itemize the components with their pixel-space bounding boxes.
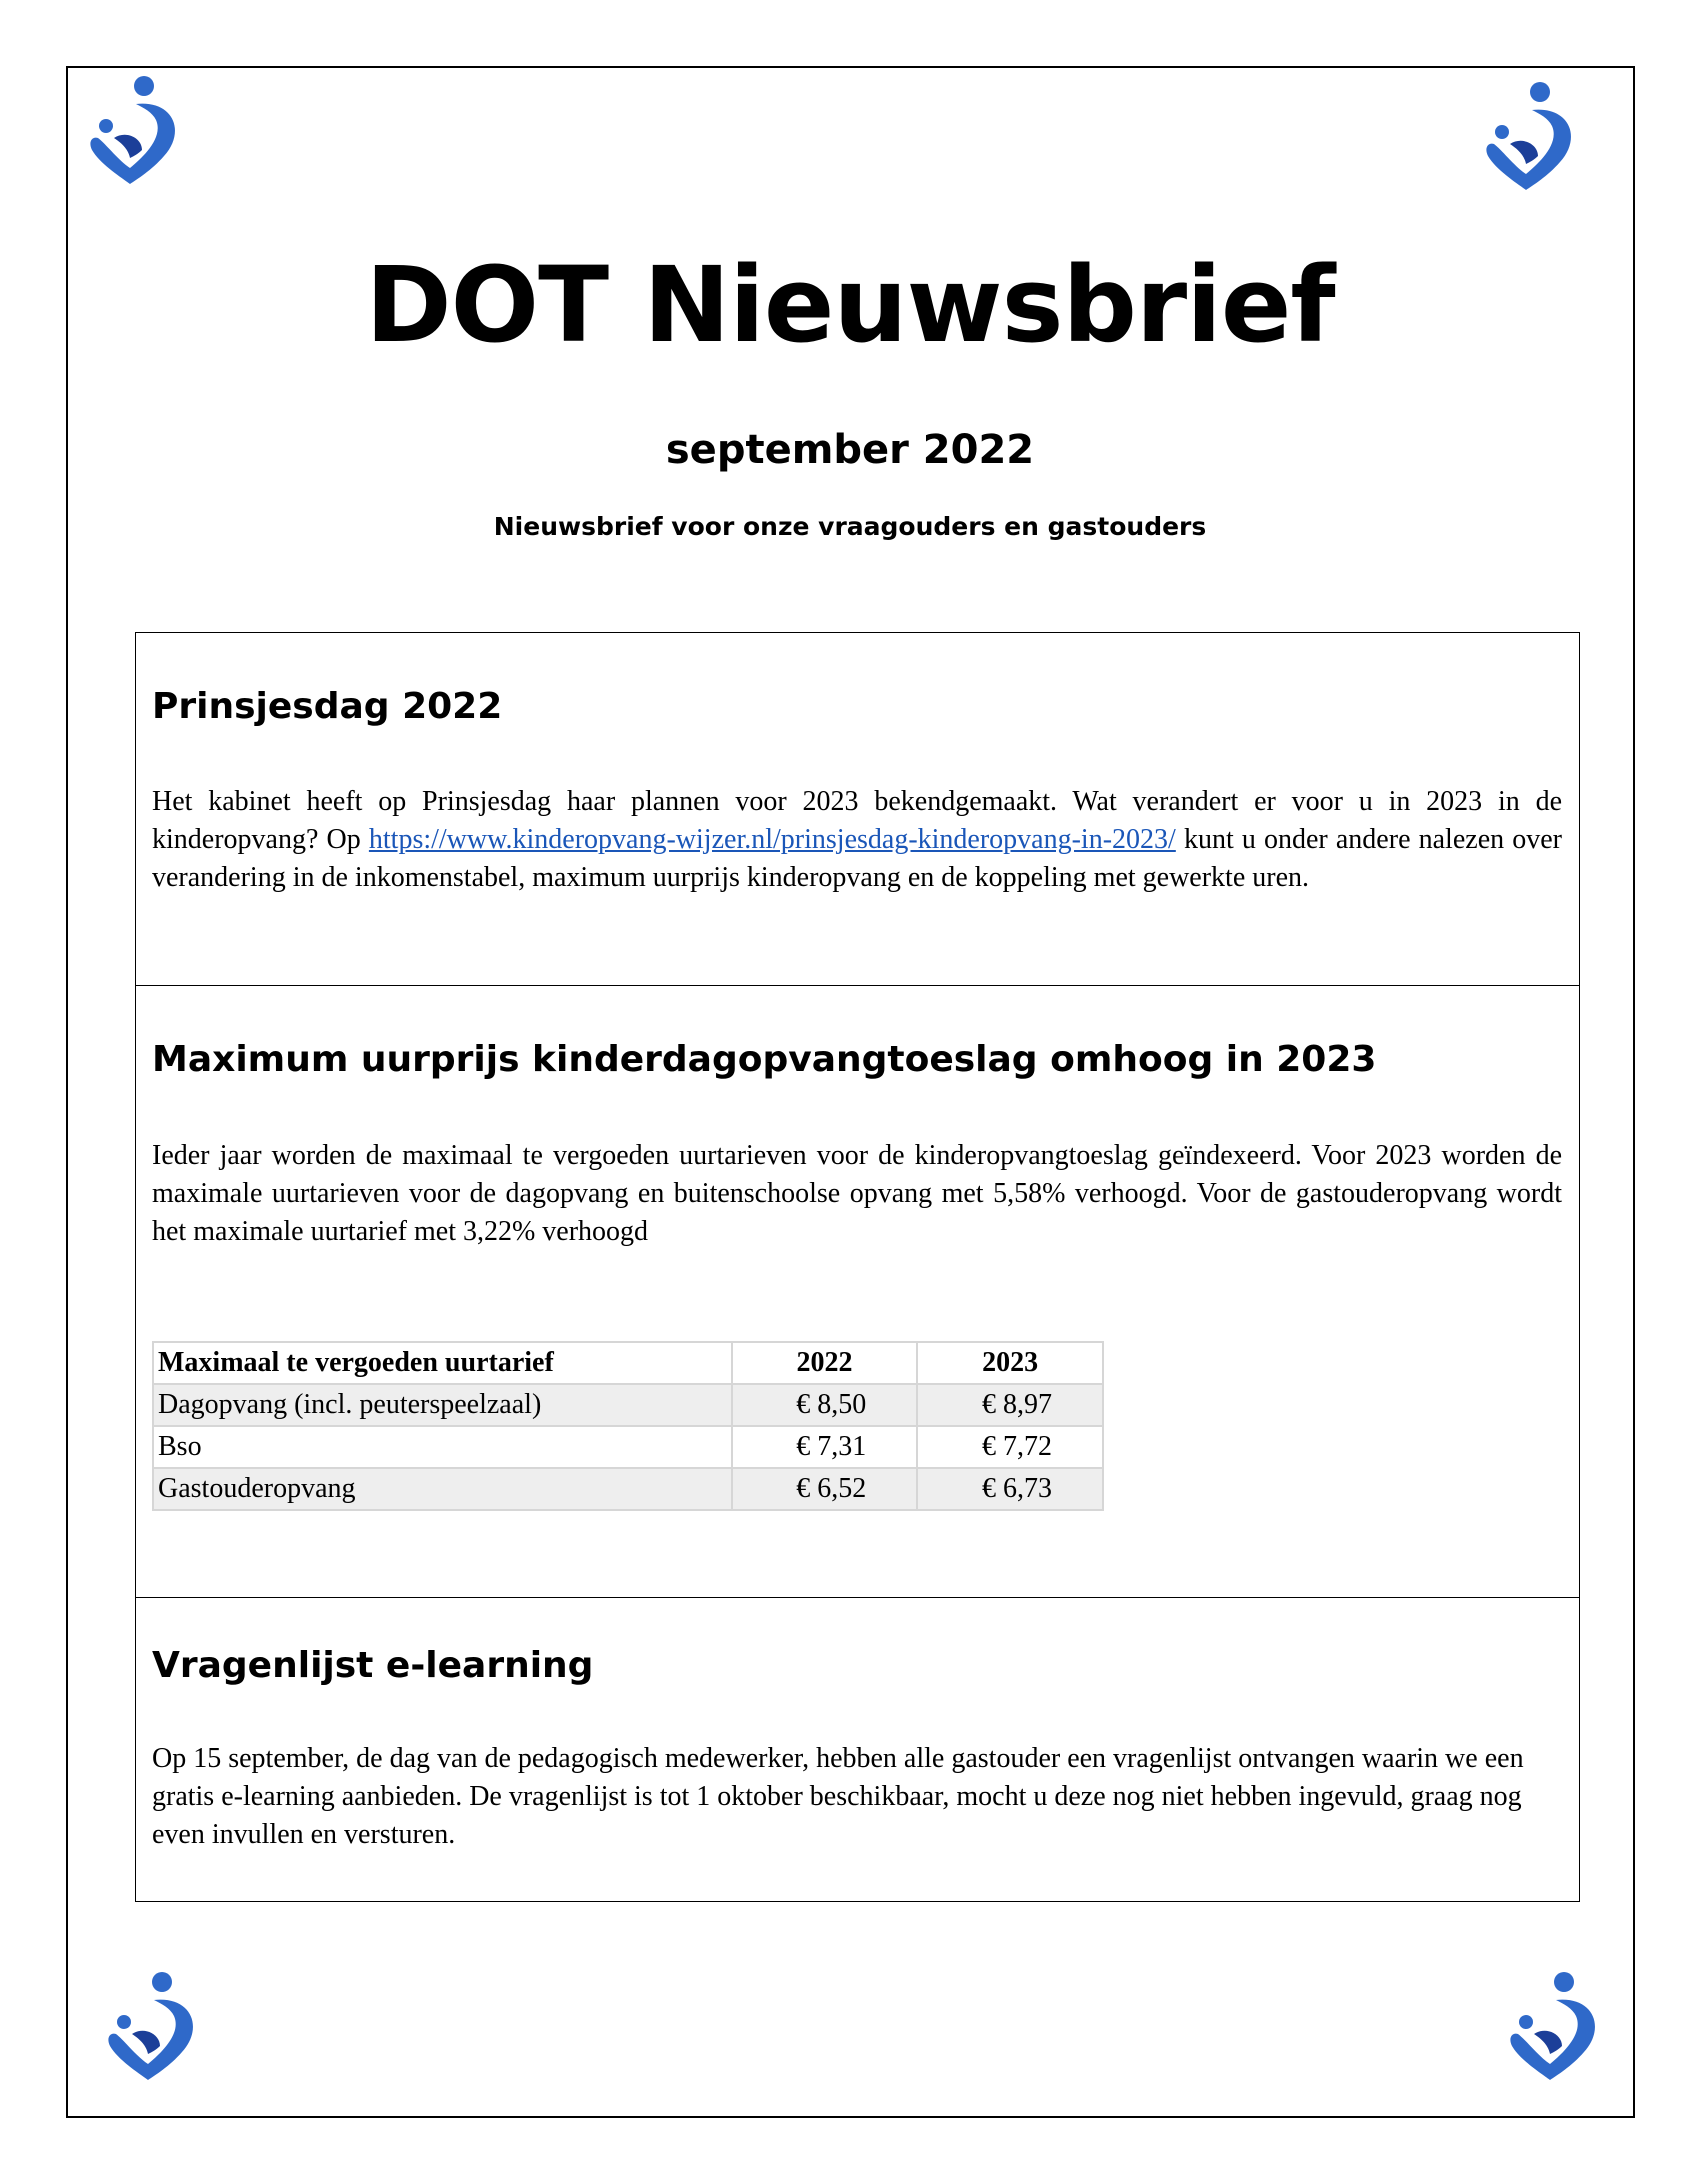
section-heading: Prinsjesdag 2022 (152, 686, 503, 727)
newsletter-date: september 2022 (665, 427, 1035, 473)
table-row (153, 1426, 1103, 1468)
body-text: Het kabinet heeft op Prinsjesdag haar plannen voor 2023 bekendgemaakt. Wat verandert er voor u in 2023 in de kinderopvang? Op (152, 786, 1562, 855)
family-heart-logo-icon (78, 72, 190, 192)
newsletter-title: DOT Nieuwsbrief (365, 244, 1335, 366)
body-text: kunt u onder andere nalezen over verandering in de inkomenstabel, maximum uurprijs kinderopvang en de koppeling met gewerkte uren. (152, 824, 1563, 893)
logo-graphic (96, 1968, 208, 2088)
section-body (152, 783, 1562, 897)
table-cell: Bso (153, 1426, 732, 1468)
table-cell: € 6,52 (732, 1468, 918, 1510)
table-row (153, 1468, 1103, 1510)
rate-table (152, 1341, 1104, 1511)
logo-graphic (1498, 1968, 1610, 2088)
logo-graphic (1474, 78, 1586, 198)
table-cell: € 7,72 (917, 1426, 1103, 1468)
family-heart-logo-icon (96, 1968, 208, 2088)
table-cell: Dagopvang (incl. peuterspeelzaal) (153, 1384, 732, 1426)
kinderopvang-wijzer-link[interactable]: https://www.kinderopvang-wijzer.nl/prinsjesdag-kinderopvang-in-2023/ (368, 824, 1176, 855)
newsletter-tagline: Nieuwsbrief voor onze vraagouders en gastouders (493, 512, 1207, 541)
table-cell: € 7,31 (732, 1426, 918, 1468)
family-heart-logo-icon (1498, 1968, 1610, 2088)
section-maximum-uurprijs (136, 986, 1579, 1598)
table-row (153, 1384, 1103, 1426)
section-body: Op 15 september, de dag van de pedagogisch medewerker, hebben alle gastouder een vragenlijst ontvangen waarin we een gratis e-learning aanbieden. De vragenlijst is tot 1 oktober beschikbaar, mocht u deze nog niet hebben ingevuld, graag nog even invullen en versturen. (152, 1743, 1524, 1850)
table-header-row (153, 1342, 1103, 1384)
table-header-cell: 2022 (732, 1342, 918, 1384)
table-cell: Gastouderopvang (153, 1468, 732, 1510)
table-cell: € 6,73 (917, 1468, 1103, 1510)
section-heading: Vragenlijst e-learning (152, 1645, 594, 1686)
table-header-cell: Maximaal te vergoeden uurtarief (153, 1342, 732, 1384)
family-heart-logo-icon (1474, 78, 1586, 198)
section-body: Ieder jaar worden de maximaal te vergoeden uurtarieven voor de kinderopvangtoeslag geïndexeerd. Voor 2023 worden de maximale uurtarieven voor de dagopvang en buitenschoolse opvang met 5,58% verhoogd. Voor de gastouderopvang wordt het maximale uurtarief met 3,22% verhoogd (152, 1140, 1562, 1247)
section-vragenlijst (136, 1598, 1579, 1903)
section-prinsjesdag (136, 633, 1579, 986)
logo-graphic (78, 72, 190, 192)
table-header-cell: 2023 (917, 1342, 1103, 1384)
section-heading: Maximum uurprijs kinderdagopvangtoeslag omhoog in 2023 (152, 1039, 1377, 1080)
table-cell: € 8,97 (917, 1384, 1103, 1426)
table-cell: € 8,50 (732, 1384, 918, 1426)
content-box (135, 632, 1580, 1902)
